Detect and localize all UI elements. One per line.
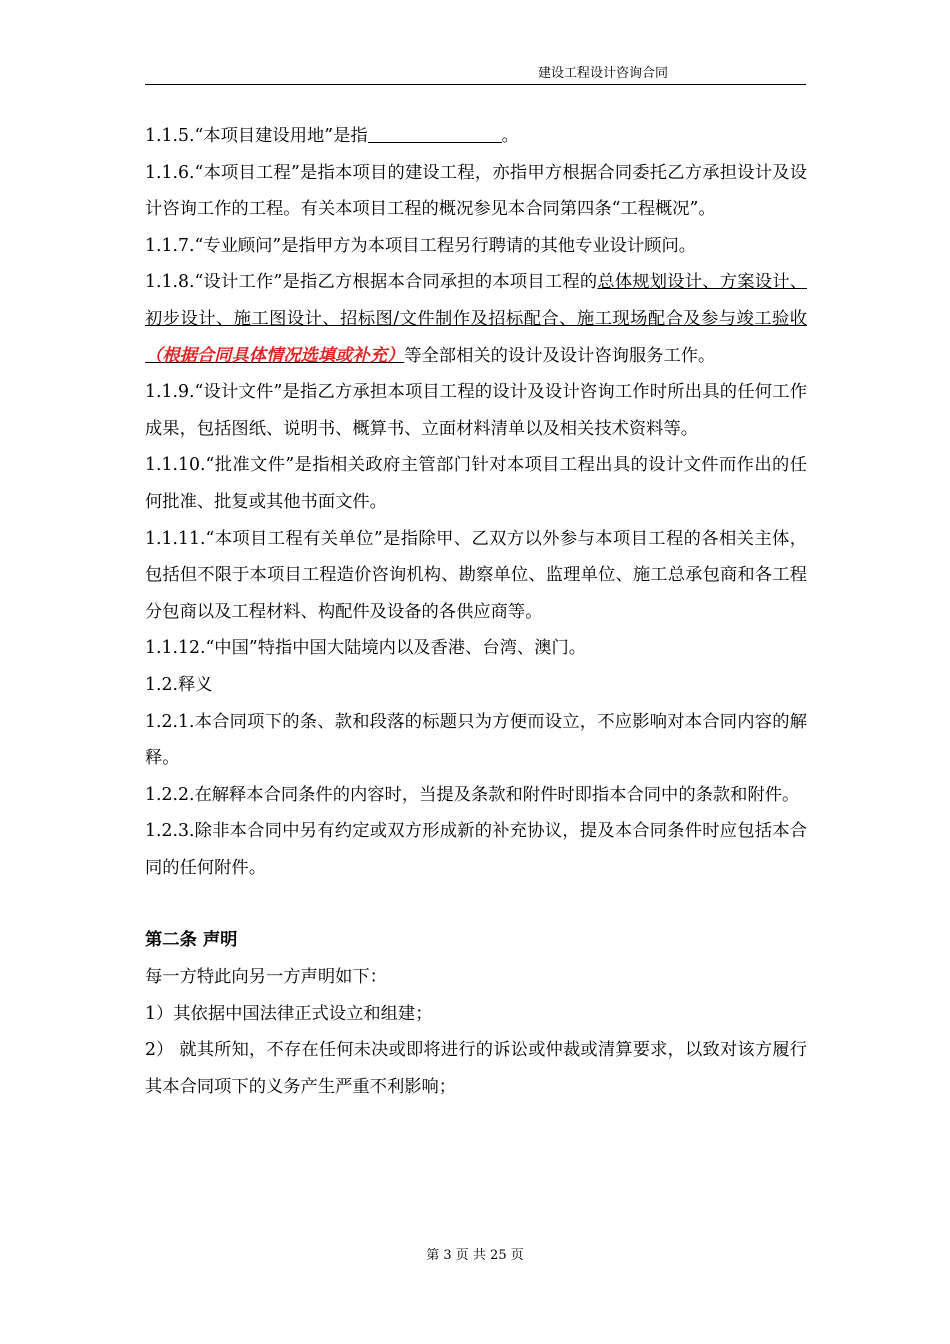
page-header [145, 64, 806, 85]
clause-1-1-11: 1.1.11.“本项目工程有关单位”是指除甲、乙双方以外参与本项目工程的各相关主体，包括但不限于本项目工程造价咨询机构、勘察单位、监理单位、施工总承包商和各工程分包商以及工程材料、构配件及设备的各供应商等。 [145, 528, 807, 622]
clause-1-2-1: 1.2.1.本合同项下的条、款和段落的标题只为方便而设立，不应影响对本合同内容的解释。 [145, 711, 807, 769]
clause-text: 1.1.5.“本项目建设用地”是指 [145, 126, 368, 146]
clause-1-1-9: 1.1.9.“设计文件”是指乙方承担本项目工程的设计及设计咨询工作时所出具的任何工作成果，包括图纸、说明书、概算书、立面材料清单以及相关技术资料等。 [145, 382, 807, 439]
page-number: 第 3 页 共 25 页 [426, 1248, 524, 1263]
section-spacer [145, 886, 807, 922]
header-title: 建设工程设计咨询合同 [537, 66, 668, 81]
clause-1-1-10: 1.1.10.“批准文件”是指相关政府主管部门针对本项目工程出具的设计文件而作出的任何批准、批复或其他书面文件。 [145, 455, 807, 512]
section-2-intro: 每一方特此向另一方声明如下： [145, 967, 387, 988]
clause-text-end: 等全部相关的设计及设计咨询服务工作。 [404, 345, 716, 366]
clause-text-end: 。 [501, 126, 519, 146]
clause-1-1-5 [145, 118, 807, 155]
clause-1-1-7: 1.1.7.“专业顾问”是指甲方为本项目工程另行聘请的其他专业设计顾问。 [145, 235, 697, 256]
clause-text: 1.1.8.“设计工作”是指乙方根据本合同承担的本项目工程的 [145, 272, 598, 293]
clause-1-1-8 [145, 264, 807, 374]
clause-1-1-6: 1.1.6.“本项目工程”是指本项目的建设工程，亦指甲方根据合同委托乙方承担设计及设计咨询工作的工程。有关本项目工程的概况参见本合同第四条“工程概况”。 [145, 162, 807, 220]
scope-text: 总体规划设计、方案设计、初步设计、施工图设计、招标图/文件制作及招标配合、施工现场配合及参与竣工验收 [145, 272, 807, 329]
clause-1-1-12: 1.1.12.“中国”特指中国大陆境内以及香港、台湾、澳门。 [145, 638, 587, 659]
page-footer [0, 1248, 950, 1264]
document-body [145, 118, 807, 1105]
clause-1-2: 1.2.释义 [145, 674, 213, 695]
clause-1-2-3: 1.2.3.除非本合同中另有约定或双方形成新的补充协议，提及本合同条件时应包括本合同的任何附件。 [145, 821, 807, 878]
section-2-title: 第二条 声明 [145, 930, 238, 951]
section-2-item-2: 2） 就其所知，不存在任何未决或即将进行的诉讼或仲裁或清算要求，以致对该方履行其本合同项下的义务产生严重不利影响； [145, 1040, 807, 1097]
fill-in-blank [368, 124, 502, 143]
fill-in-note: （根据合同具体情况选填或补充） [145, 345, 405, 366]
section-2-item-1: 1）其依据中国法律正式设立和组建； [145, 1003, 433, 1024]
clause-1-2-2: 1.2.2.在解释本合同条件的内容时，当提及条款和附件时即指本合同中的条款和附件。 [145, 784, 800, 805]
